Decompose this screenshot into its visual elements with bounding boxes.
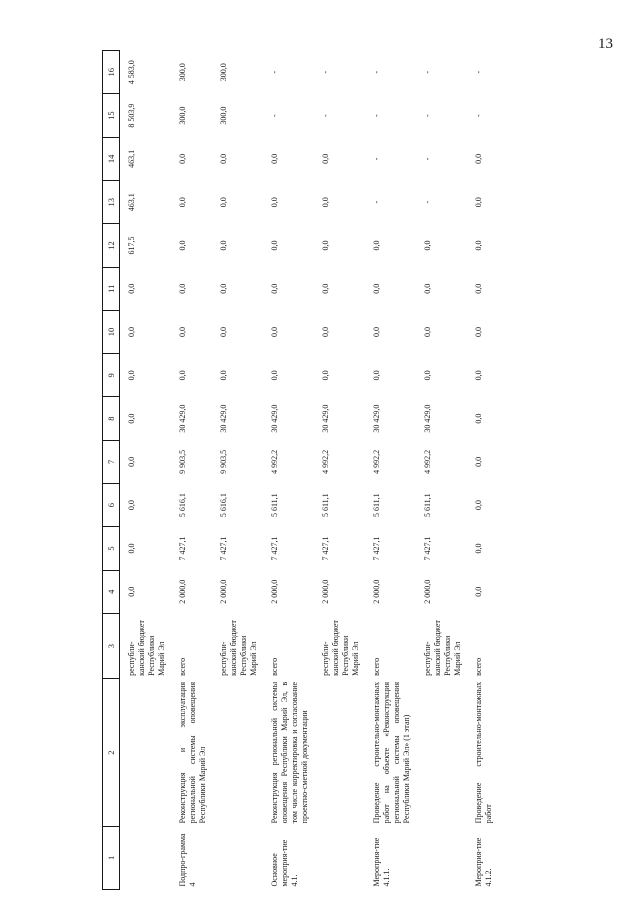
table-row xyxy=(467,51,498,890)
value-cell: 0,0 xyxy=(127,543,136,554)
funding-source-cell: всего xyxy=(270,657,279,676)
value-cell: 30 429,0 xyxy=(372,404,381,433)
program-name-cell: Реконструкция и эксплуатация региональной системы оповещения Республики Марий Эл xyxy=(178,681,207,824)
funding-source-cell: республи-канский бюджет Республики Марий Эл xyxy=(321,620,360,676)
value-cell: 0,0 xyxy=(127,413,136,424)
value-cell: 0,0 xyxy=(219,370,228,381)
program-name-cell xyxy=(120,679,172,826)
value-cell: 0,0 xyxy=(321,370,330,381)
value-cell: 2 000,0 xyxy=(321,579,330,604)
value-cell: 0,0 xyxy=(372,327,381,338)
value-cell: 0,0 xyxy=(127,586,136,597)
value-cell: 0,0 xyxy=(321,153,330,164)
value-cell: 4 583,0 xyxy=(127,60,136,85)
program-code-cell: Подпро-грамма 4 xyxy=(178,833,197,887)
value-cell: 7 427,1 xyxy=(270,536,279,561)
value-cell: 300,0 xyxy=(178,63,187,82)
value-cell: - xyxy=(372,200,381,204)
value-cell: 0,0 xyxy=(474,327,483,338)
column-header: 10 xyxy=(103,310,120,353)
column-header: 11 xyxy=(103,267,120,310)
value-cell: 30 429,0 xyxy=(178,404,187,433)
funding-source-cell: республи-канский бюджет Республики Марий Эл xyxy=(127,620,166,676)
value-cell: 2 000,0 xyxy=(423,579,432,604)
value-cell: 0,0 xyxy=(372,240,381,251)
page-number: 13 xyxy=(598,36,613,52)
value-cell: 0,0 xyxy=(219,197,228,208)
value-cell: 2 000,0 xyxy=(372,579,381,604)
column-header: 15 xyxy=(103,94,120,137)
table-row xyxy=(365,51,416,890)
value-cell: 0,0 xyxy=(178,370,187,381)
funding-source-cell: всего xyxy=(372,657,381,676)
value-cell: 0,0 xyxy=(321,327,330,338)
column-header: 6 xyxy=(103,484,120,527)
column-header: 13 xyxy=(103,181,120,224)
column-header: 5 xyxy=(103,527,120,570)
program-name-cell xyxy=(212,679,263,826)
value-cell: 4 992,2 xyxy=(321,449,330,474)
value-cell: - xyxy=(321,70,330,74)
value-cell: - xyxy=(423,157,432,161)
value-cell: 4 992,2 xyxy=(270,449,279,474)
column-header: 12 xyxy=(103,224,120,267)
value-cell: 0,0 xyxy=(423,283,432,294)
value-cell: 0,0 xyxy=(178,197,187,208)
value-cell: 9 903,5 xyxy=(178,449,187,474)
value-cell: 0,0 xyxy=(127,456,136,467)
value-cell: 0,0 xyxy=(127,283,136,294)
value-cell: 0,0 xyxy=(474,370,483,381)
column-header: 16 xyxy=(103,51,120,94)
value-cell: 0,0 xyxy=(219,327,228,338)
program-name-cell: Проведение строительно-монтажных работ на объекте «Реконструкция региональной системы оповещения Республики Марий Эл» (1 этап) xyxy=(372,681,411,824)
value-cell: 5 616,1 xyxy=(219,493,228,518)
value-cell: 4 992,2 xyxy=(372,449,381,474)
value-cell: 7 427,1 xyxy=(372,536,381,561)
table-row xyxy=(212,51,263,890)
value-cell: 0,0 xyxy=(321,240,330,251)
column-header: 14 xyxy=(103,137,120,180)
value-cell: 0,0 xyxy=(219,153,228,164)
value-cell: 0,0 xyxy=(178,153,187,164)
value-cell: 9 903,5 xyxy=(219,449,228,474)
value-cell: 0,0 xyxy=(270,370,279,381)
value-cell: - xyxy=(270,114,279,117)
program-code-cell xyxy=(416,826,467,889)
value-cell: 0,0 xyxy=(474,456,483,467)
value-cell: 30 429,0 xyxy=(423,404,432,433)
value-cell: 0,0 xyxy=(178,283,187,294)
value-cell: 0,0 xyxy=(321,283,330,294)
value-cell: 30 429,0 xyxy=(270,404,279,433)
program-name-cell xyxy=(314,679,365,826)
value-cell: 0,0 xyxy=(127,327,136,338)
program-code-cell xyxy=(314,826,365,889)
value-cell: 463,1 xyxy=(127,149,136,168)
funding-source-cell: всего xyxy=(178,657,187,676)
value-cell: - xyxy=(423,70,432,74)
funding-source-cell: республи-канский бюджет Республики Марий Эл xyxy=(219,620,258,676)
value-cell: 0,0 xyxy=(270,153,279,164)
value-cell: 2 000,0 xyxy=(270,579,279,604)
value-cell: 5 611,1 xyxy=(321,493,330,518)
value-cell: 0,0 xyxy=(270,240,279,251)
value-cell: 300,0 xyxy=(219,63,228,82)
value-cell: 0,0 xyxy=(474,543,483,554)
table-body xyxy=(120,51,499,890)
value-cell: 4 992,2 xyxy=(423,449,432,474)
value-cell: 300,0 xyxy=(219,106,228,125)
value-cell: 0,0 xyxy=(474,500,483,511)
funding-source-cell: республи-канский бюджет Республики Марий Эл xyxy=(423,620,462,676)
value-cell: - xyxy=(372,157,381,161)
value-cell: 0,0 xyxy=(270,197,279,208)
value-cell: 0,0 xyxy=(423,370,432,381)
value-cell: 7 427,1 xyxy=(219,536,228,561)
value-cell: 5 611,1 xyxy=(372,493,381,518)
value-cell: 8 503,9 xyxy=(127,103,136,128)
value-cell: 0,0 xyxy=(178,327,187,338)
rotated-table-container xyxy=(102,50,498,890)
value-cell: - xyxy=(423,200,432,204)
value-cell: 0,0 xyxy=(474,240,483,251)
value-cell: - xyxy=(372,70,381,74)
column-header: 7 xyxy=(103,440,120,483)
value-cell: 0,0 xyxy=(372,370,381,381)
column-header: 2 xyxy=(103,679,120,826)
program-code-cell: Мероприя-тие 4.1.1. xyxy=(372,837,391,887)
value-cell: 0,0 xyxy=(219,240,228,251)
value-cell: - xyxy=(270,70,279,74)
value-cell: 0,0 xyxy=(372,283,381,294)
value-cell: 0,0 xyxy=(178,240,187,251)
program-name-cell: Реконструкция региональной системы оповещения Республики Марий Эл, в том числе корректировка и согласование проектно-сметной документации xyxy=(270,681,309,824)
value-cell: 5 616,1 xyxy=(178,493,187,518)
table-header-row xyxy=(103,51,120,890)
value-cell: 7 427,1 xyxy=(178,536,187,561)
value-cell: 5 611,1 xyxy=(423,493,432,518)
value-cell: 0,0 xyxy=(219,283,228,294)
value-cell: 617,5 xyxy=(127,236,136,255)
value-cell: - xyxy=(423,114,432,117)
table-row xyxy=(416,51,467,890)
value-cell: - xyxy=(474,114,483,117)
value-cell: 300,0 xyxy=(178,106,187,125)
column-header: 4 xyxy=(103,570,120,613)
value-cell: - xyxy=(372,114,381,117)
column-header: 9 xyxy=(103,354,120,397)
value-cell: 0,0 xyxy=(423,327,432,338)
value-cell: 30 429,0 xyxy=(321,404,330,433)
table-row xyxy=(314,51,365,890)
column-header: 8 xyxy=(103,397,120,440)
table-row xyxy=(263,51,314,890)
program-name-cell: Проведение строительно-монтажных работ xyxy=(474,681,493,824)
table-row xyxy=(171,51,212,890)
program-code-cell xyxy=(120,826,172,889)
value-cell: 0,0 xyxy=(127,370,136,381)
column-header: 3 xyxy=(103,613,120,679)
value-cell: 2 000,0 xyxy=(178,579,187,604)
program-name-cell xyxy=(416,679,467,826)
value-cell: 0,0 xyxy=(474,283,483,294)
value-cell: 7 427,1 xyxy=(423,536,432,561)
value-cell: 0,0 xyxy=(474,153,483,164)
value-cell: 0,0 xyxy=(474,586,483,597)
value-cell: 0,0 xyxy=(321,197,330,208)
value-cell: 0,0 xyxy=(474,413,483,424)
program-code-cell xyxy=(212,826,263,889)
value-cell: 30 429,0 xyxy=(219,404,228,433)
value-cell: 463,1 xyxy=(127,193,136,212)
value-cell: 7 427,1 xyxy=(321,536,330,561)
value-cell: 2 000,0 xyxy=(219,579,228,604)
program-code-cell: Основное мероприя-тие 4.1. xyxy=(270,839,299,887)
program-code-cell: Мероприя-тие 4.1.2. xyxy=(474,837,493,887)
funding-source-cell: всего xyxy=(474,657,483,676)
value-cell: 0,0 xyxy=(474,197,483,208)
value-cell: 5 611,1 xyxy=(270,493,279,518)
table-row xyxy=(120,51,172,890)
column-header: 1 xyxy=(103,826,120,889)
value-cell: - xyxy=(321,114,330,117)
value-cell: 0,0 xyxy=(270,283,279,294)
value-cell: 0,0 xyxy=(423,240,432,251)
value-cell: 0,0 xyxy=(270,327,279,338)
budget-table xyxy=(102,50,498,890)
value-cell: - xyxy=(474,70,483,74)
value-cell: 0,0 xyxy=(127,500,136,511)
